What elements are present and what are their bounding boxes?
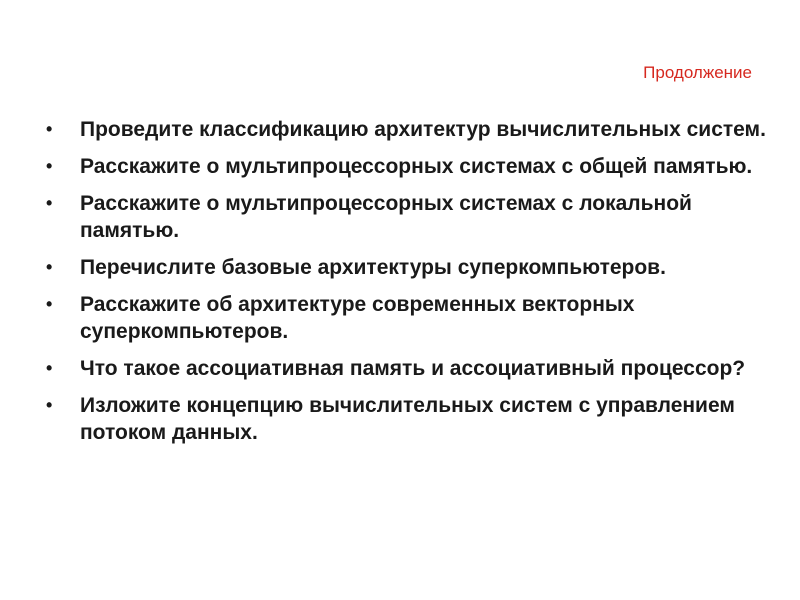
question-list [46, 116, 766, 456]
list-item [46, 254, 766, 281]
bullet-icon: • [46, 119, 53, 139]
list-item [46, 116, 766, 143]
list-item [46, 355, 766, 382]
question-text: Проведите классификацию архитектур вычислительных систем. [80, 118, 766, 141]
bullet-icon: • [46, 257, 53, 277]
list-item [46, 291, 766, 345]
list-item [46, 190, 766, 244]
bullet-icon: • [46, 395, 53, 415]
question-text: Расскажите о мультипроцессорных системах с общей памятью. [80, 155, 753, 178]
bullet-icon: • [46, 193, 53, 213]
question-text: Расскажите о мультипроцессорных системах с локальной памятью. [80, 192, 692, 242]
question-text: Перечислите базовые архитектуры суперкомпьютеров. [80, 256, 666, 279]
bullet-icon: • [46, 156, 53, 176]
question-text: Изложите концепцию вычислительных систем с управлением потоком данных. [80, 394, 735, 444]
continuation-label: Продолжение [643, 63, 752, 82]
question-text: Расскажите об архитектуре современных векторных суперкомпьютеров. [80, 293, 635, 343]
question-text: Что такое ассоциативная память и ассоциативный процессор? [80, 357, 746, 380]
bullet-icon: • [46, 294, 53, 314]
list-item [46, 153, 766, 180]
list-item [46, 392, 766, 446]
bullet-icon: • [46, 358, 53, 378]
